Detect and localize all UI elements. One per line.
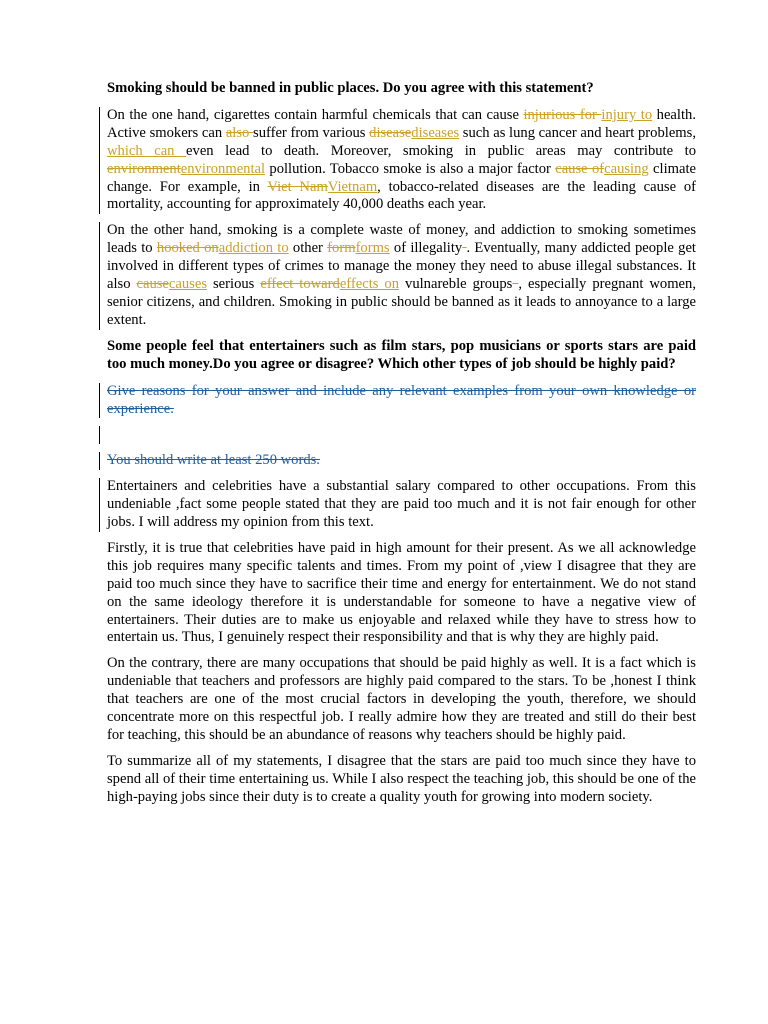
essay2-title: Some people feel that entertainers such as film stars, pop musicians or sports stars are paid too much money.Do you agree or disagree? Which other types of job should be highly paid? [107,337,696,372]
tracked-deletion[interactable]: cause of [555,160,605,177]
tracked-insertion[interactable]: forms [355,240,390,257]
text-run: such as lung cancer and heart problems, [459,124,696,141]
text-run: other [288,240,328,257]
text-run: On the other hand, smoking is a complete waste of money, and addiction to smoking sometimes leads to [107,222,696,257]
empty-paragraph [107,426,696,444]
essay1-paragraph-1 [107,107,696,214]
tracked-deletion[interactable]: disease [369,124,412,141]
tracked-deletion[interactable]: hooked on [156,240,219,257]
tracked-insertion[interactable]: causes [168,276,208,293]
tracked-deletion[interactable]: cause [136,276,169,293]
tracked-insertion[interactable]: addiction to [218,240,289,257]
deleted-instruction-paragraph[interactable]: Give reasons for your answer and include any relevant examples from your own knowledge or experience. [107,382,696,417]
text-run: On the one hand, cigarettes contain harmful chemicals that can cause [107,106,524,123]
tracked-insertion[interactable]: diseases [411,124,460,141]
essay1-title: Smoking should be banned in public places. Do you agree with this statement? [107,80,594,96]
essay2-intro-paragraph: Entertainers and celebrities have a substantial salary compared to other occupations. From this undeniable ,fact some people stated that they are paid too much and it is not fair enough for other jobs. I will address my opinion from this text. [107,478,696,531]
essay2-conclusion-paragraph: To summarize all of my statements, I disagree that the stars are paid too much since they have to spend all of their time entertaining us. While I also respect the teaching job, this should be one of the high-paying jobs since their duty is to create a quality youth for growing into modern society. [107,752,696,805]
deleted-word-count-paragraph[interactable]: You should write at least 250 words. [107,452,696,470]
essay1-paragraph-2 [107,222,696,329]
tracked-deletion[interactable]: Viet Nam [267,178,328,195]
tracked-deletion[interactable]: also [225,124,254,141]
tracked-insertion[interactable]: Vietnam [327,178,378,195]
essay2-body-paragraph-1: Firstly, it is true that celebrities have paid in high amount for their present. As we all acknowledge this job requires many specific talents and times. From my point of ,view I disagree that they are paid too much since they have to sacrifice their time and energy for entertainment. We do not stand on the same ideology therefore it is understandable for someone to have a negative view of entertainers. Their duties are to make us enjoyable and relaxed while they have to stress how to entertain us. Thus, I genuinely respect their responsibility and that is why they are highly paid. [107,539,696,646]
tracked-deletion[interactable]: injurious for [523,106,602,123]
text-run: . Eventually, many addicted people get involved in different types of crimes to manage the money they need to abuse illegal substances. It also [107,240,696,293]
text-run: , especially pregnant women, senior citizens, and children. Smoking in public should be banned as it leads to annoyance to a large extent. [107,276,696,328]
text-run: vulnareble groups [399,276,513,293]
text-run: , tobacco-related diseases are the leading cause of mortality, accounting for approximately 40,000 deaths each year. [107,178,696,213]
text-run: climate change. For example, in [107,160,696,195]
text-run: even lead to death. Moreover, smoking in public areas may contribute to [186,142,696,159]
tracked-deletion[interactable]: effect toward [260,276,340,293]
text-run: pollution. Tobacco smoke is also a major factor [265,160,556,177]
text-run: suffer from various [253,124,370,141]
text-run: serious [207,276,261,293]
document-body[interactable] [107,80,696,807]
tracked-insertion[interactable]: effects on [339,276,400,293]
tracked-deletion[interactable]: form [327,240,356,257]
text-run: health. Active smokers can [107,106,696,141]
tracked-deletion[interactable]: environment [107,160,181,177]
essay2-body-paragraph-2: On the contrary, there are many occupations that should be paid highly as well. It is a fact which is undeniable that teachers and professors are highly paid compared to the stars. To be ,honest I think that teachers are one of the most crucial factors in developing the youth, therefore, we should concentrate more on this respectful job. I really admire how they are treated and still do their best for teaching, this should be an abundance of reasons why teachers should be highly paid. [107,655,696,743]
tracked-insertion[interactable]: which can [107,142,187,159]
tracked-insertion[interactable]: causing [604,160,649,177]
tracked-insertion[interactable]: environmental [180,160,266,177]
tracked-insertion[interactable]: injury to [601,106,653,123]
text-run: of illegality [389,240,463,257]
